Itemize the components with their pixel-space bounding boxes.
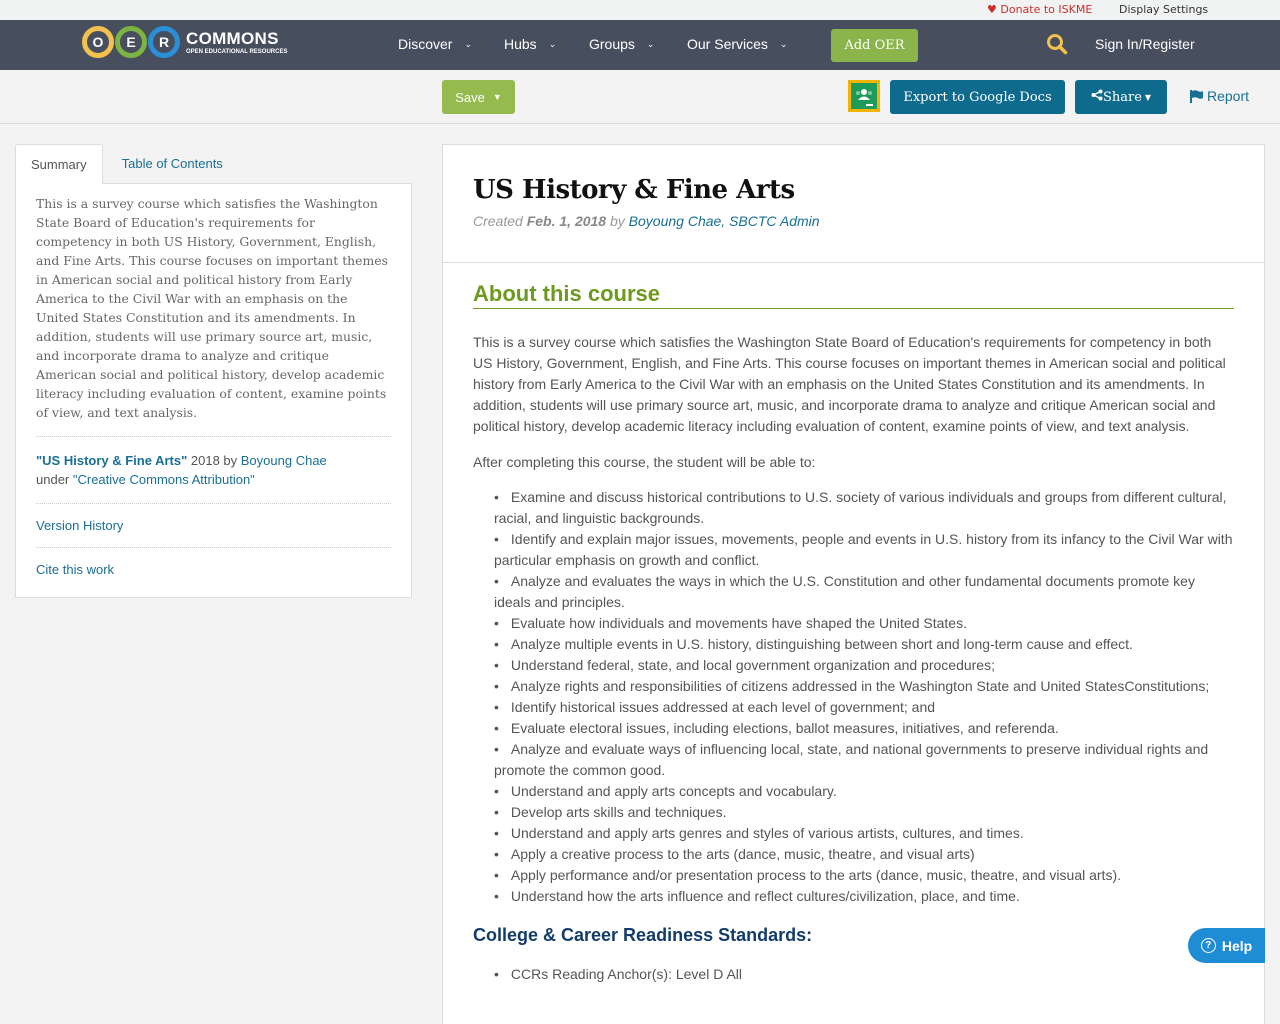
list-item: • Analyze and evaluate ways of influencing local, state, and national governments to preserve individual rights and promote the common good. <box>494 739 1234 781</box>
list-item: • Identify and explain major issues, movements, people and events in U.S. history from its infancy to the Civil War with particular emphasis on growth and conflict. <box>494 529 1234 571</box>
chevron-down-icon: ⌄ <box>646 38 655 49</box>
list-item: • CCRs Reading Anchor(s): Level D All <box>494 964 1234 985</box>
sidebar-tabs <box>15 144 412 184</box>
outcomes-intro: After completing this course, the student will be able to: <box>473 454 816 470</box>
oer-commons-logo[interactable] <box>82 26 287 58</box>
sign-in-register-link[interactable]: Sign In/Register <box>1095 36 1195 52</box>
summary-text: This is a survey course which satisfies the Washington State Board of Education's requirements for competency in both US History, Government, English, and Fine Arts. This course focuses on important themes in American social and political history from Early America to the Civil War with an emphasis on the United States Constitution and its amendments. In addition, students will use primary source art, music, and incorporate drama to analyze and critique American social and political history, develop academic literacy including evaluation of content, examine points of view, and text analysis. <box>36 196 388 420</box>
caret-down-icon: ▼ <box>492 92 502 102</box>
chevron-down-icon: ⌄ <box>779 38 788 49</box>
resource-toolbar <box>0 70 1280 124</box>
utility-bar <box>0 0 1280 20</box>
divider <box>36 436 391 437</box>
resource-sidebar <box>15 144 412 598</box>
list-item: • Evaluate electoral issues, including elections, ballot measures, initiatives, and referenda. <box>494 718 1234 739</box>
list-item: • Analyze rights and responsibilities of citizens addressed in the Washington State and United StatesConstitutions; <box>494 676 1234 697</box>
share-button[interactable]: Share ▼ <box>1075 80 1167 114</box>
search-icon[interactable] <box>1046 33 1068 55</box>
add-oer-button[interactable]: Add OER <box>831 29 918 62</box>
authors-link[interactable]: Boyoung Chae, SBCTC Admin <box>628 213 820 229</box>
logo-text: COMMONS OPEN EDUCATIONAL RESOURCES <box>186 28 288 55</box>
logo-ring-o: O <box>82 26 114 58</box>
resource-meta: Created Feb. 1, 2018 by Boyoung Chae, SBCTC Admin <box>473 213 820 229</box>
caret-down-icon: ▼ <box>1144 92 1152 102</box>
question-icon: ? <box>1201 938 1216 953</box>
display-settings-link[interactable]: Display Settings <box>1119 3 1209 16</box>
outcomes-list <box>473 487 1234 907</box>
report-link[interactable]: Report <box>1190 88 1249 104</box>
chevron-down-icon: ⌄ <box>548 38 557 49</box>
ccr-list <box>473 964 1234 985</box>
ccr-heading: College & Career Readiness Standards: <box>473 925 813 945</box>
page-title: US History & Fine Arts <box>473 175 795 205</box>
attribution-author-link[interactable]: Boyoung Chae <box>240 453 327 468</box>
list-item: • Understand how the arts influence and reflect cultures/civilization, place, and time. <box>494 886 1234 907</box>
attribution-title-link[interactable]: "US History & Fine Arts" <box>36 453 188 468</box>
divider <box>36 503 391 504</box>
logo-ring-e: E <box>115 26 147 58</box>
resource-header <box>443 145 1264 263</box>
list-item: • Understand and apply arts concepts and vocabulary. <box>494 781 1234 802</box>
nav-our-services[interactable]: Our Services ⌄ <box>687 36 788 52</box>
tab-table-of-contents[interactable]: Table of Contents <box>121 156 223 171</box>
list-item: • Apply performance and/or presentation process to the arts (dance, music, theatre, and visual arts). <box>494 865 1234 886</box>
chevron-down-icon: ⌄ <box>464 38 473 49</box>
nav-hubs[interactable]: Hubs ⌄ <box>504 36 557 52</box>
version-history-link[interactable]: Version History <box>36 518 124 533</box>
tab-summary[interactable]: Summary <box>15 144 103 184</box>
about-heading: About this course <box>473 281 1234 309</box>
list-item: • Evaluate how individuals and movements have shaped the United States. <box>494 613 1234 634</box>
logo-ring-r: R <box>148 26 180 58</box>
list-item: • Understand and apply arts genres and styles of various artists, cultures, and times. <box>494 823 1234 844</box>
divider <box>36 547 391 548</box>
export-google-docs-button[interactable]: Export to Google Docs <box>890 80 1065 114</box>
list-item: • Examine and discuss historical contributions to U.S. society of various individuals and groups from different cultural, racial, and linguistic backgrounds. <box>494 487 1234 529</box>
list-item: • Understand federal, state, and local government organization and procedures; <box>494 655 1234 676</box>
heart-icon: ♥ <box>987 3 997 16</box>
flag-icon <box>1190 90 1203 103</box>
cite-this-work-link[interactable]: Cite this work <box>36 562 115 577</box>
course-description: This is a survey course which satisfies the Washington State Board of Education's requirements for competency in both US History, Government, English, and Fine Arts. This course focuses on important themes in American social and political history from Early America to the Civil War with an emphasis on the United States Constitution and its amendments. In addition, students will use primary source art, music, and incorporate drama to analyze and critique American social and political history, develop academic literacy including evaluation of content, examine points of view, and text analysis. <box>473 334 1226 434</box>
save-button[interactable]: Save ▼ <box>442 80 515 114</box>
share-icon <box>1091 89 1103 105</box>
resource-body <box>443 263 1264 985</box>
attribution: "US History & Fine Arts" 2018 by Boyoung Chae under "Creative Commons Attribution" <box>36 453 327 487</box>
help-button[interactable]: ? Help <box>1188 928 1265 963</box>
list-item: • Analyze multiple events in U.S. history, distinguishing between short and long-term cause and effect. <box>494 634 1234 655</box>
google-classroom-icon <box>851 83 877 109</box>
nav-discover[interactable]: Discover ⌄ <box>398 36 473 52</box>
list-item: • Develop arts skills and techniques. <box>494 802 1234 823</box>
google-classroom-button[interactable] <box>848 80 880 112</box>
list-item: • Identify historical issues addressed at each level of government; and <box>494 697 1234 718</box>
license-link[interactable]: "Creative Commons Attribution" <box>72 472 255 487</box>
summary-panel <box>15 183 412 598</box>
list-item: • Apply a creative process to the arts (dance, music, theatre, and visual arts) <box>494 844 1234 865</box>
resource-main-panel <box>442 144 1265 1024</box>
list-item: • Analyze and evaluates the ways in which the U.S. Constitution and other fundamental documents promote key ideals and principles. <box>494 571 1234 613</box>
nav-groups[interactable]: Groups ⌄ <box>589 36 655 52</box>
main-navbar <box>0 20 1280 70</box>
donate-link[interactable]: ♥ Donate to ISKME <box>987 3 1093 16</box>
